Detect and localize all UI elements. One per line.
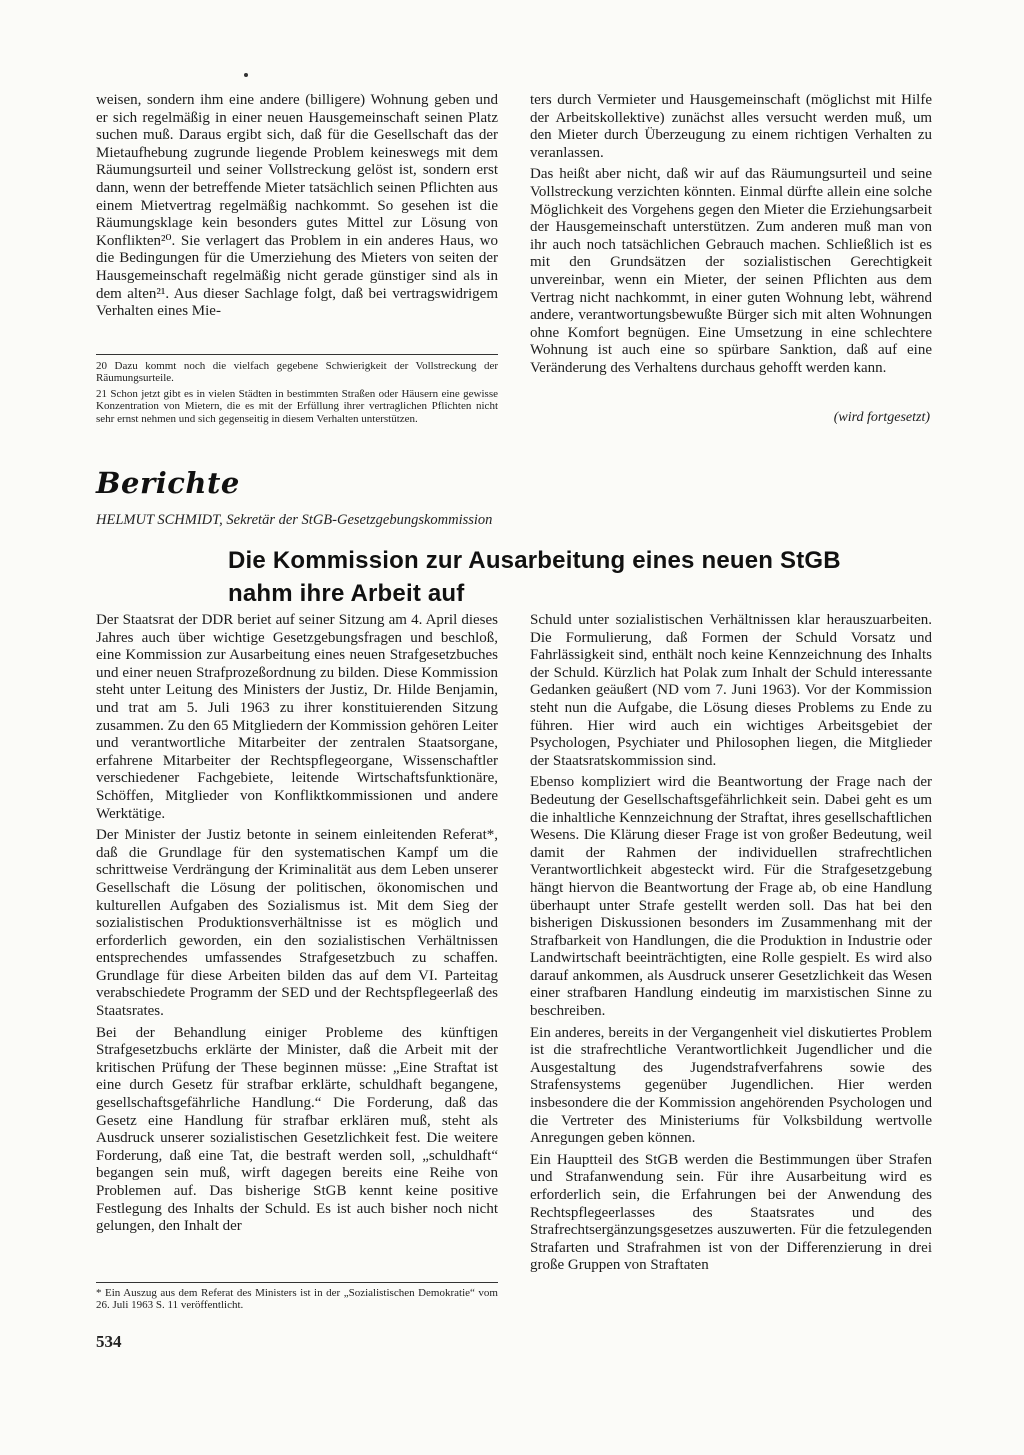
- paragraph: Der Minister der Justiz betonte in seinem einleitenden Referat*, daß die Grundlage für den systematischen Kampf um die schrittweise Verdrängung der Kriminalität aus dem Leben unserer Gesellschaft die Lösung der politischen, ökonomischen und kulturellen Aufgaben des Sozialismus ist. Mit dem Sieg der sozialistischen Produktionsverhältnisse ist es möglich und erforderlich geworden, ein den sozialistischen Verhältnissen entsprechendes umfassendes Strafgesetzbuch zu schaffen. Grundlage für diese Arbeiten bilden das auf dem VI. Parteitag verabschiedete Programm der SED und der Rechtspflegeerlaß des Staatsrates.: [96, 827, 498, 1020]
- author-byline: HELMUT SCHMIDT, Sekretär der StGB-Gesetzgebungskommission: [96, 512, 493, 528]
- article-headline: [228, 544, 928, 610]
- footnote-rule: [96, 1282, 498, 1283]
- headline-line: nahm ihre Arbeit auf: [228, 580, 465, 607]
- paragraph: Ein anderes, bereits in der Vergangenheit viel diskutiertes Problem ist die strafrechtliche Verantwortlichkeit Jugendlicher und die Ausgestaltung des Jugendstrafverfahrens sowie des Strafensystems gegenüber Jugendlichen. Hier werden insbesondere die der Kommission angehörenden Psychologen und die Vertreter des Ministeriums für Volksbildung wertvolle Anregungen geben können.: [530, 1024, 932, 1147]
- to-be-continued-note: (wird fortgesetzt): [833, 410, 930, 425]
- upper-left-footnotes: [96, 360, 498, 428]
- paragraph: Schuld unter sozialistischen Verhältnissen klar herauszuarbeiten. Die Formulierung, daß Formen der Schuld Vorsatz und Fahrlässigkeit sind, enthält noch keine Kennzeichnung des Inhalts der Schuld. Kürzlich hat Polak zum Inhalt der Schuld interessante Gedanken geäußert (ND vom 7. Juni 1963). Vor der Kommission steht nun die Aufgabe, die Lösung dieses Problems zu Ende zu führen. Hier wird auch ein wichtiges Arbeitsgebiet der Psychologen, Psychiater und Philosophen liegen, die Mitglieder der Staatsratskommission sind.: [530, 612, 932, 769]
- printed-dot: [244, 73, 248, 77]
- footnote-rule: [96, 354, 498, 355]
- footnote-asterisk: * Ein Auszug aus dem Referat des Ministers ist in der „Sozialistischen Demokratie“ vom 26. Juli 1963 S. 11 veröffentlicht.: [96, 1287, 498, 1312]
- lower-left-footnote: [96, 1287, 498, 1315]
- paragraph: Ebenso kompliziert wird die Beantwortung der Frage nach der Bedeutung der Gesellschaftsgefährlichkeit sein. Dabei geht es um die inhaltliche Kennzeichnung der Straftat, ihres gesellschaftlichen Wesens. Die Klärung dieser Frage ist von großer Bedeutung, weil damit der Rahmen der individuellen strafrechtlichen Verantwortlichkeit abgesteckt wird. Für die Strafgesetzgebung hängt hiervon die Beantwortung der Frage ab, ob eine Handlung überhaupt unter Strafe gestellt werden soll. Das hat bei den bisherigen Diskussionen besonders im Zusammenhang mit der Strafbarkeit von Handlungen, die die Produktion in Industrie oder Landwirtschaft beeinträchtigten, eine Rolle gespielt. Es wird also darauf ankommen, als Ausdruck unserer Gesetzlichkeit das Wesen einer strafbaren Handlung eindeutig im marxistischen Sinne zu beschreiben.: [530, 774, 932, 1020]
- footnote-20: 20 Dazu kommt noch die vielfach gegebene Schwierigkeit der Vollstreckung der Räumungsurteile.: [96, 360, 498, 385]
- paragraph: Das heißt aber nicht, daß wir auf das Räumungsurteil und seine Vollstreckung verzichten könnten. Einmal dürfte allein eine solche Möglichkeit des Vorgehens gegen den Mieter die Erziehungsarbeit der Hausgemeinschaft unterstützen. Zum anderen muß man von ihr auch noch tatsächlichen Gebrauch machen. Schließlich ist es mit den Grundsätzen der sozialistischen Gerechtigkeit unvereinbar, wenn ein Mieter, der seinen Pflichten aus dem Vertrag nicht nachkommt, in einer guten Wohnung lebt, während andere, verantwortungsbewußte Bürger sich mit alten Wohnungen ohne Komfort begnügen. Eine Umsetzung in eine schlechtere Wohnung ist auch eine so spürbare Sanktion, daß auf eine Veränderung des Verhaltens durchaus gehofft werden kann.: [530, 166, 932, 376]
- lower-left-column: [96, 612, 498, 1240]
- upper-right-column: [530, 92, 932, 382]
- paragraph: weisen, sondern ihm eine andere (billigere) Wohnung geben und er sich regelmäßig in einer neuen Hausgemeinschaft seinen Platz suchen muß. Daraus ergibt sich, daß für die Gesellschaft das der Mietaufhebung zugrunde liegende Problem keineswegs mit dem Räumungsurteil und seiner Vollstreckung gelöst ist, sondern erst dann, wenn der betreffende Mieter tatsächlich seinen Pflichten aus einem Mietvertrag regelmäßig nachkommt. So gesehen ist die Räumungsklage kein besonders gutes Mittel zur Lösung von Konflikten²⁰. Sie verlagert das Problem in ein anderes Haus, wo die Bedingungen für die Umerziehung des Mieters von seiten der Hausgemeinschaft regelmäßig nicht gerade günstiger sind als in dem alten²¹. Aus dieser Sachlage folgt, daß bei vertragswidrigem Verhalten eines Mie-: [96, 92, 498, 320]
- section-heading: Berichte: [96, 466, 240, 500]
- paragraph: Bei der Behandlung einiger Probleme des künftigen Strafgesetzbuchs erklärte der Minister, daß die Arbeit mit der kritischen Prüfung der These beginnen müsse: „Eine Straftat ist eine durch Gesetz für strafbar erklärte, schuldhaft begangene, gesellschaftsgefährliche Handlung.“ Die Forderung, daß das Gesetz eine Handlung für strafbar erklären muß, steht als Ausdruck unserer sozialistischen Gesetzlichkeit fest. Die weitere Forderung, daß eine Tat, die bestraft werden soll, „schuldhaft“ begangen sein muß, wirft dagegen bereits eine Reihe von Problemen auf. Das bisherige StGB kennt keine positive Festlegung des Inhalts der Schuld. Es ist auch bisher noch nicht gelungen, den Inhalt der: [96, 1024, 498, 1235]
- lower-right-column: [530, 612, 932, 1279]
- page-number: 534: [96, 1332, 122, 1351]
- headline-line: Die Kommission zur Ausarbeitung eines neuen StGB: [228, 547, 841, 574]
- paragraph: Der Staatsrat der DDR beriet auf seiner Sitzung am 4. April dieses Jahres auch über wichtige Gesetzgebungsfragen und beschloß, eine Kommission zur Ausarbeitung eines neuen Strafgesetzbuches und einer neuen Strafprozeßordnung zu bilden. Diese Kommission steht unter Leitung des Ministers der Justiz, Dr. Hilde Benjamin, und trat am 5. Juli 1963 zu ihrer konstituierenden Sitzung zusammen. Zu den 65 Mitgliedern der Kommission gehören Leiter und verantwortliche Mitarbeiter der zentralen Staatsorgane, erfahrene Mitarbeiter der Rechtspflegeorgane, Wissenschaftler verschiedener Fachgebiete, leitende Wirtschaftsfunktionäre, Schöffen, Mitglieder von Konfliktkommissionen und andere Werktätige.: [96, 612, 498, 822]
- footnote-21: 21 Schon jetzt gibt es in vielen Städten in bestimmten Straßen oder Häusern eine gewisse Konzentration von Mietern, die es mit der Erfüllung ihrer vertraglichen Pflichten nicht sehr ernst nehmen und sich gegenseitig in diesem Verhalten unterstützen.: [96, 387, 498, 425]
- upper-left-column: [96, 92, 498, 325]
- paragraph: ters durch Vermieter und Hausgemeinschaft (möglichst mit Hilfe der Arbeitskollektive) zunächst alles versucht werden muß, um den Mieter durch Überzeugung zu einem richtigen Verhalten zu veranlassen.: [530, 92, 932, 161]
- paragraph: Ein Hauptteil des StGB werden die Bestimmungen über Strafen und Strafanwendung sein. Für ihre Ausarbeitung wird es erforderlich sein, die Erfahrungen bei der Anwendung des Rechtspflegeerlasses des Staatsrates und des Strafrechtsergänzungsgesetzes auszuwerten. Für die fetzulegenden Strafarten und Strafrahmen ist von der Differenzierung in drei große Gruppen von Straftaten: [530, 1151, 932, 1274]
